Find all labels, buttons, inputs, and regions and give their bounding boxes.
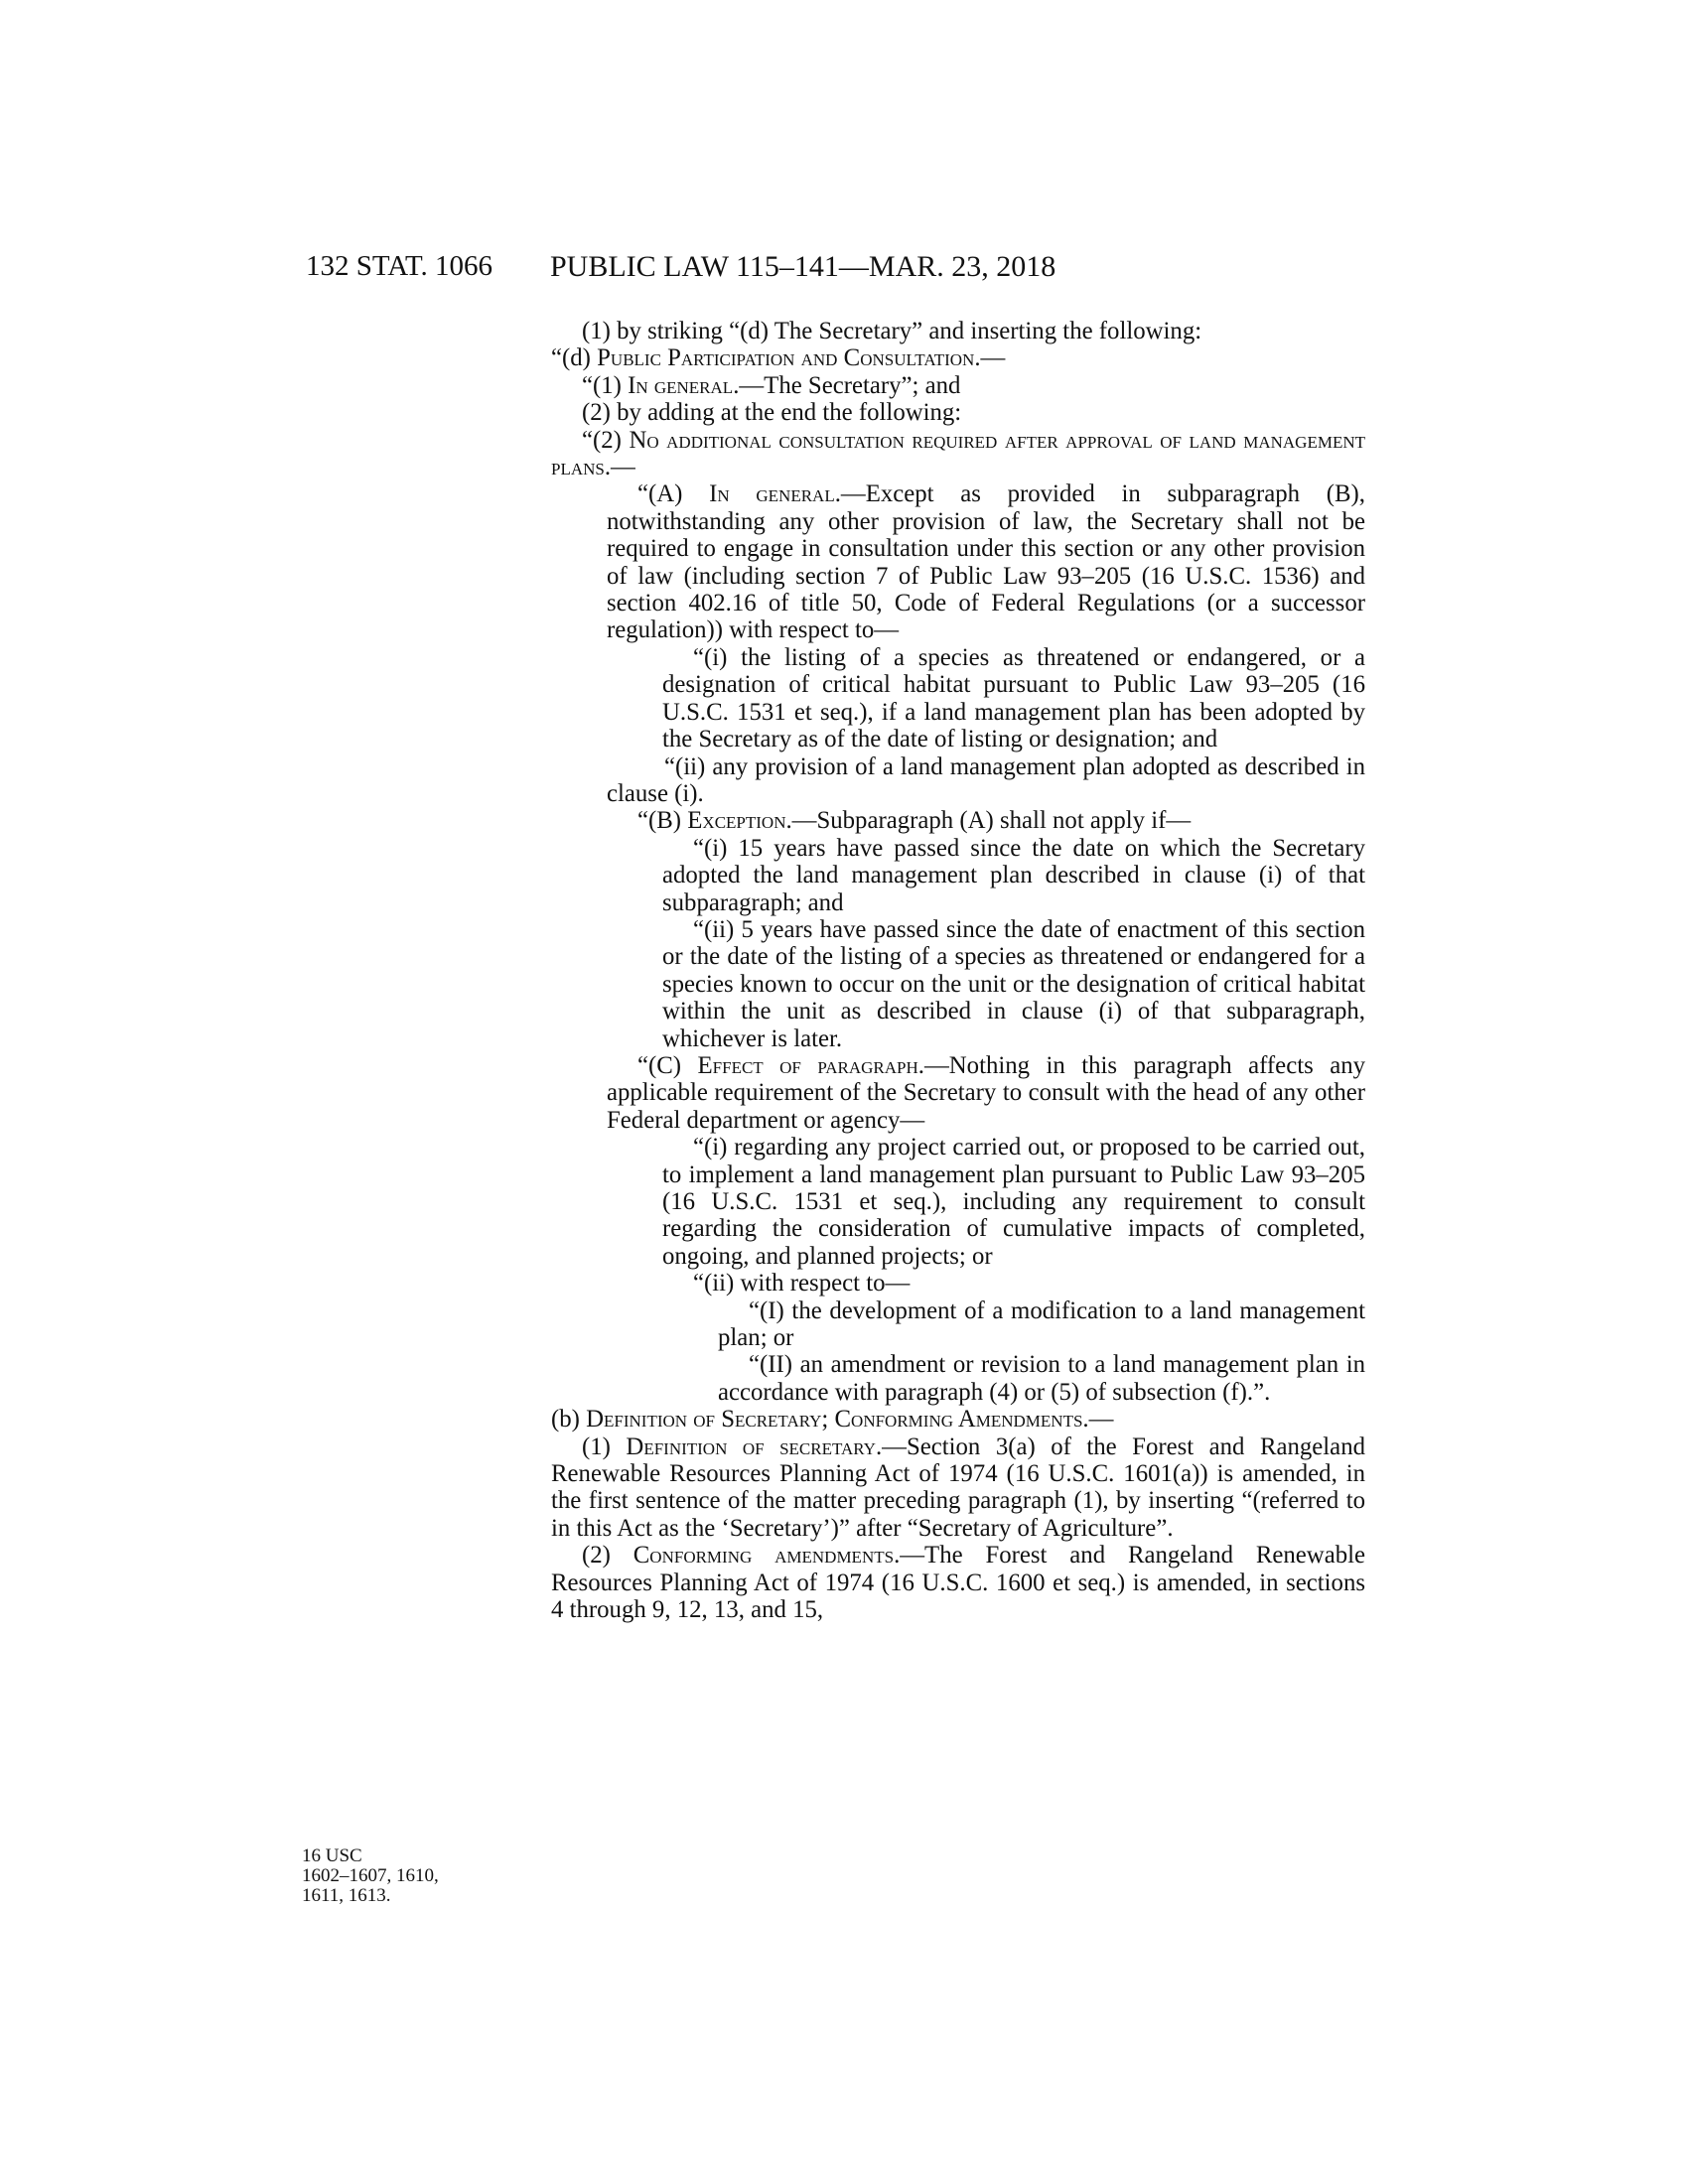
paragraph: “(i) regarding any project carried out, or proposed to be carried out, to implement a land management plan pursuant to Public Law 93–205 (16 U.S.C. 1531 et seq.), including any requirement to consult regarding the consideration of cumulative impacts of completed, ongoing, and planned projects; or bbox=[662, 1134, 1365, 1270]
section-heading: Public Participation and Consultation bbox=[597, 344, 975, 372]
paragraph: “(d) Public Participation and Consultation.— bbox=[551, 344, 1006, 372]
paragraph: “(ii) any provision of a land management plan adopted as described in clause (i). bbox=[607, 752, 1365, 807]
paragraph: (b) Definition of Secretary; Conforming Amendments.— bbox=[551, 1406, 1114, 1433]
section-heading: In general bbox=[709, 480, 835, 508]
section-heading: Exception bbox=[687, 807, 786, 835]
section-heading: Definition of secretary bbox=[626, 1433, 876, 1460]
paragraph: “(1) In general.—The Secretary”; and bbox=[582, 371, 961, 399]
paragraph: (1) by striking “(d) The Secretary” and inserting the following: bbox=[582, 318, 1202, 344]
margin-note-line: 16 USC bbox=[302, 1845, 362, 1866]
paragraph: “(ii) with respect to— bbox=[693, 1270, 911, 1297]
page-header bbox=[0, 250, 1688, 290]
paragraph: “(i) the listing of a species as threatened or endangered, or a designation of critical habitat pursuant to Public Law 93–205 (16 U.S.C. 1531 et seq.), if a land management plan has been adopted by the Secretary as of the date of listing or designation; and bbox=[662, 643, 1365, 753]
paragraph: (2) Conforming amendments.—The Forest and Rangeland Renewable Resources Planning Act of 1974 (16 U.S.C. 1600 et seq.) is amended, in sections 4 through 9, 12, 13, and 15, bbox=[551, 1542, 1365, 1624]
paragraph: (1) Definition of secretary.—Section 3(a) of the Forest and Rangeland Renewable Resources Planning Act of 1974 (16 U.S.C. 1601(a)) is amended, in the first sentence of the matter preceding paragraph (1), by inserting “(referred to in this Act as the ‘Secretary’)” after “Secretary of Agriculture”. bbox=[551, 1433, 1365, 1542]
paragraph: (2) by adding at the end the following: bbox=[582, 399, 962, 427]
paragraph: “(A) In general.—Except as provided in subparagraph (B), notwithstanding any other provision of law, the Secretary shall not be required to engage in consultation under this section or any other provision of law (including section 7 of Public Law 93–205 (16 U.S.C. 1536) and section 402.16 of title 50, Code of Federal Regulations (or a successor regulation)) with respect to— bbox=[607, 480, 1365, 644]
paragraph: “(B) Exception.—Subparagraph (A) shall not apply if— bbox=[637, 807, 1192, 835]
paragraph: “(2) No additional consultation required after approval of land management plans.— bbox=[551, 426, 1365, 481]
paragraph: “(II) an amendment or revision to a land management plan in accordance with paragraph (4) or (5) of subsection (f).”. bbox=[718, 1351, 1365, 1406]
section-heading: Effect of paragraph bbox=[697, 1051, 918, 1079]
body-text bbox=[551, 318, 1365, 1624]
margin-note bbox=[302, 1846, 500, 1906]
section-heading: In general bbox=[628, 371, 734, 399]
section-heading: Conforming amendments bbox=[633, 1542, 895, 1570]
paragraph: “(I) the development of a modification to a land management plan; or bbox=[718, 1297, 1365, 1352]
margin-note-line: 1611, 1613. bbox=[302, 1885, 391, 1906]
margin-note-line: 1602–1607, 1610, bbox=[302, 1865, 439, 1886]
section-heading: Definition of Secretary; Conforming Amendments bbox=[586, 1406, 1083, 1433]
running-head: PUBLIC LAW 115–141—MAR. 23, 2018 bbox=[550, 250, 1056, 283]
paragraph: “(i) 15 years have passed since the date on which the Secretary adopted the land management plan described in clause (i) of that subparagraph; and bbox=[662, 834, 1365, 916]
section-heading: No additional consultation required after approval of land management plans bbox=[551, 426, 1365, 481]
paragraph: “(C) Effect of paragraph.—Nothing in this paragraph affects any applicable requirement of the Secretary to consult with the head of any other Federal department or agency— bbox=[607, 1051, 1365, 1134]
paragraph: “(ii) 5 years have passed since the date of enactment of this section or the date of the listing of a species as threatened or endangered for a species known to occur on the unit or the designation of critical habitat within the unit as described in clause (i) of that subparagraph, whichever is later. bbox=[662, 915, 1365, 1052]
statute-page-reference: 132 STAT. 1066 bbox=[306, 250, 493, 282]
